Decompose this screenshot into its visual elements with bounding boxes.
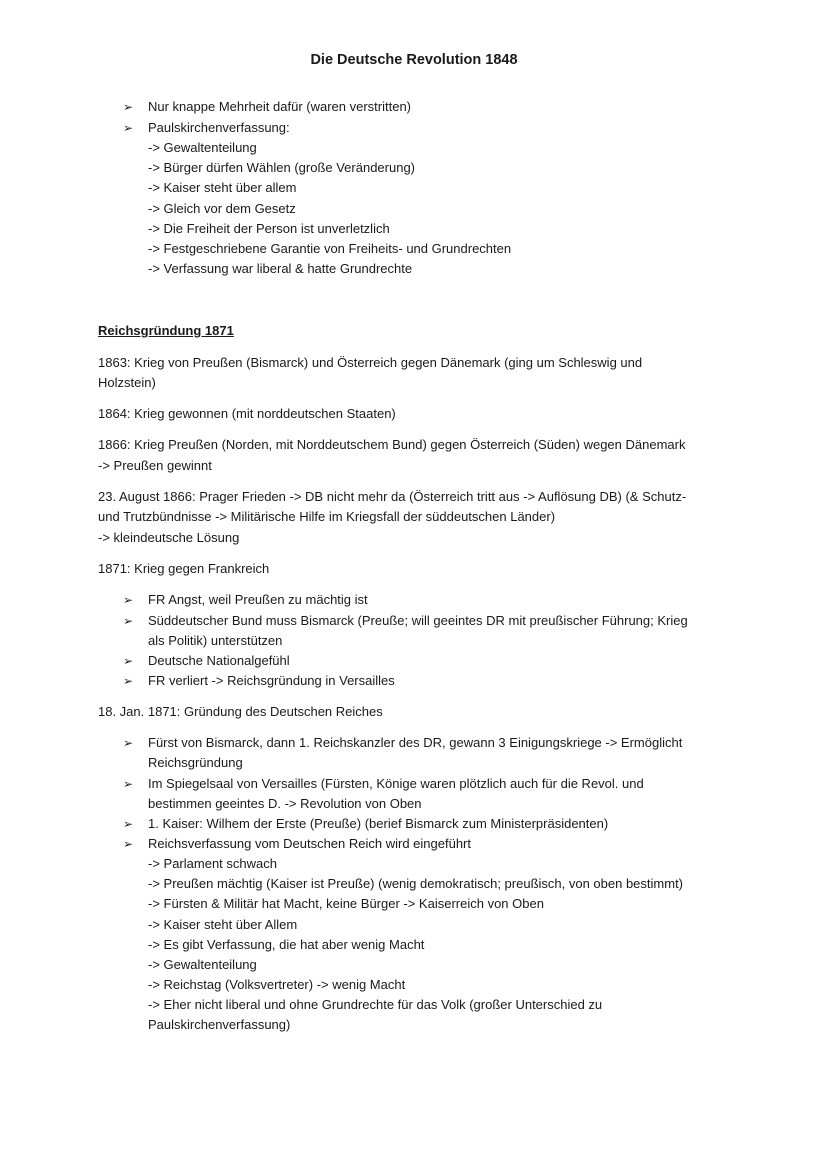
list-item: 1. Kaiser: Wilhem der Erste (Preuße) (berief Bismarck zum Ministerpräsidenten) xyxy=(148,816,609,831)
sub-item: -> Fürsten & Militär hat Macht, keine Bürger -> Kaiserreich von Oben xyxy=(148,896,544,911)
sub-item-continued: Paulskirchenverfassung) xyxy=(148,1017,291,1032)
list-item: Fürst von Bismarck, dann 1. Reichskanzler des DR, gewann 3 Einigungskriege -> Ermöglicht xyxy=(148,735,683,750)
sub-item: -> Gleich vor dem Gesetz xyxy=(148,201,296,216)
bullet-arrow-icon: ➢ xyxy=(123,777,134,791)
list-item-continued: Reichsgründung xyxy=(148,755,243,770)
list-item: Reichsverfassung vom Deutschen Reich wird eingeführt xyxy=(148,836,471,851)
sub-item: -> Verfassung war liberal & hatte Grundrechte xyxy=(148,261,413,276)
bullet-arrow-icon: ➢ xyxy=(123,100,134,114)
paragraph-line: 23. August 1866: Prager Frieden -> DB nicht mehr da (Österreich tritt aus -> Auflösung DB) (& Schutz- xyxy=(98,489,687,504)
page-title: Die Deutsche Revolution 1848 xyxy=(310,52,518,68)
sub-item: -> Kaiser steht über allem xyxy=(148,180,297,195)
sub-item: -> Preußen mächtig (Kaiser ist Preuße) (wenig demokratisch; preußisch, von oben bestimmt) xyxy=(148,876,684,891)
bullet-arrow-icon: ➢ xyxy=(123,614,134,628)
paragraph-line: 1864: Krieg gewonnen (mit norddeutschen Staaten) xyxy=(98,406,396,421)
sub-item: -> Kaiser steht über Allem xyxy=(148,917,298,932)
sub-item: -> Es gibt Verfassung, die hat aber wenig Macht xyxy=(148,937,425,952)
list-item: Deutsche Nationalgefühl xyxy=(148,653,290,668)
sub-item: -> Eher nicht liberal und ohne Grundrechte für das Volk (großer Unterschied zu xyxy=(148,997,603,1012)
bullet-arrow-icon: ➢ xyxy=(123,654,134,668)
bullet-arrow-icon: ➢ xyxy=(123,736,134,750)
paragraph-line: 1863: Krieg von Preußen (Bismarck) und Österreich gegen Dänemark (ging um Schleswig und xyxy=(98,355,643,370)
sub-item: -> Reichstag (Volksvertreter) -> wenig Macht xyxy=(148,977,406,992)
list-item-continued: als Politik) unterstützen xyxy=(148,633,283,648)
bullet-arrow-icon: ➢ xyxy=(123,837,134,851)
list-item-continued: bestimmen geeintes D. -> Revolution von Oben xyxy=(148,796,422,811)
paragraph-line: -> Preußen gewinnt xyxy=(98,458,212,473)
bullet-arrow-icon: ➢ xyxy=(123,674,134,688)
list-item: Paulskirchenverfassung: xyxy=(148,120,290,135)
sub-item: -> Gewaltenteilung xyxy=(148,957,257,972)
section-heading: Reichsgründung 1871 xyxy=(98,323,234,338)
sub-item: -> Festgeschriebene Garantie von Freiheits- und Grundrechten xyxy=(148,241,512,256)
sub-item: -> Gewaltenteilung xyxy=(148,140,257,155)
list-item: FR Angst, weil Preußen zu mächtig ist xyxy=(148,592,368,607)
paragraph-line: Holzstein) xyxy=(98,375,156,390)
paragraph-line: und Trutzbündnisse -> Militärische Hilfe im Kriegsfall der süddeutschen Länder) xyxy=(98,509,556,524)
paragraph-line: 18. Jan. 1871: Gründung des Deutschen Reiches xyxy=(98,704,383,719)
list-item: Nur knappe Mehrheit dafür (waren verstritten) xyxy=(148,99,412,114)
list-item: Im Spiegelsaal von Versailles (Fürsten, Könige waren plötzlich auch für die Revol. und xyxy=(148,776,644,791)
sub-item: -> Die Freiheit der Person ist unverletzlich xyxy=(148,221,390,236)
sub-item: -> Parlament schwach xyxy=(148,856,277,871)
bullet-arrow-icon: ➢ xyxy=(123,593,134,607)
list-item: Süddeutscher Bund muss Bismarck (Preuße; will geeintes DR mit preußischer Führung; Krieg xyxy=(148,613,688,628)
bullet-arrow-icon: ➢ xyxy=(123,121,134,135)
sub-item: -> Bürger dürfen Wählen (große Veränderung) xyxy=(148,160,416,175)
list-item: FR verliert -> Reichsgründung in Versailles xyxy=(148,673,395,688)
paragraph-line: 1866: Krieg Preußen (Norden, mit Norddeutschem Bund) gegen Österreich (Süden) wegen Dänemark xyxy=(98,437,686,452)
paragraph-line: 1871: Krieg gegen Frankreich xyxy=(98,561,270,576)
bullet-arrow-icon: ➢ xyxy=(123,817,134,831)
paragraph-line: -> kleindeutsche Lösung xyxy=(98,530,240,545)
